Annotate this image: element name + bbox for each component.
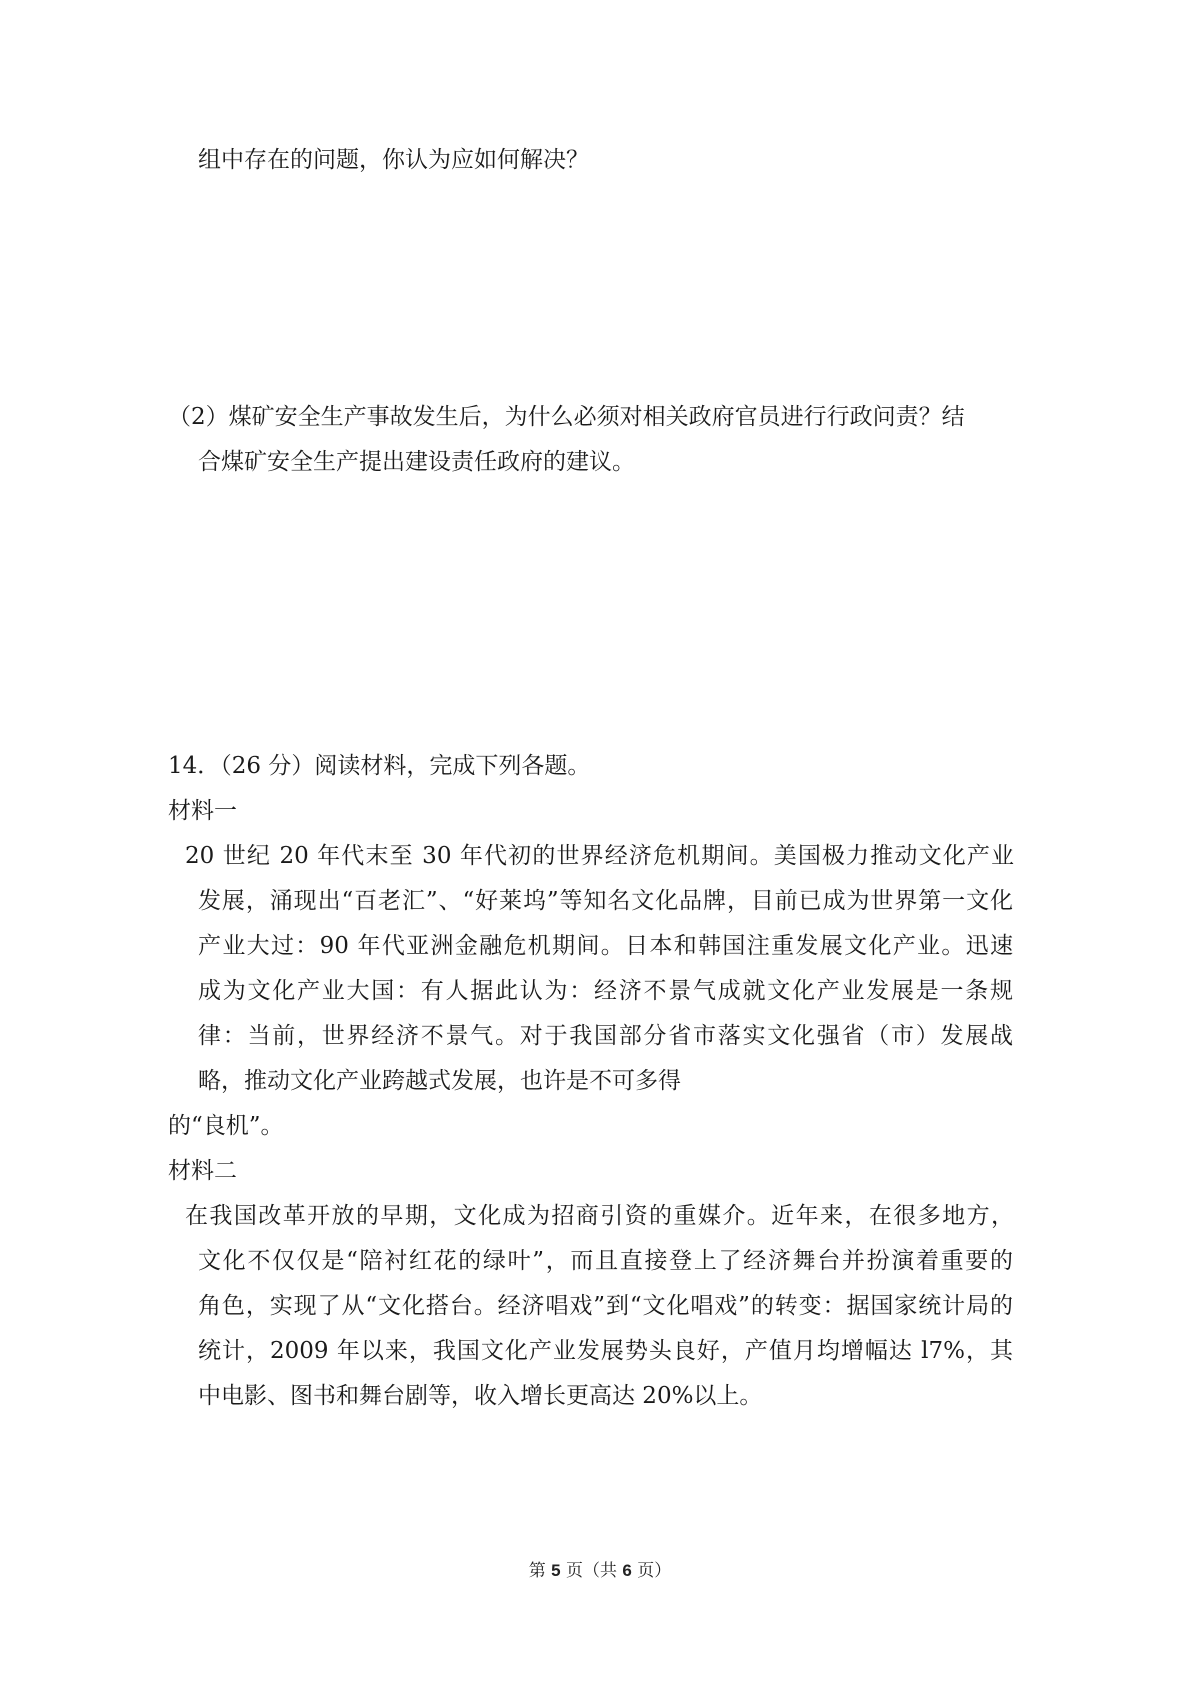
q13-continuation-line: 组中存在的问题，你认为应如何解决？ — [198, 147, 589, 173]
q14-heading: 14．（26 分）阅读材料，完成下列各题。 — [168, 753, 591, 779]
q13-part2-line-1: （2）煤矿安全生产事故发生后，为什么必须对相关政府官员进行行政问责？结 — [168, 404, 965, 430]
material1-line-7: 的“良机”。 — [168, 1113, 284, 1139]
material2-line-5: 中电影、图书和舞台剧等，收入增长更高达 20%以上。 — [198, 1383, 763, 1409]
material2-line-3: 角色，实现了从“文化搭台。经济唱戏”到“文化唱戏”的转变：据国家统计局的 — [198, 1293, 1013, 1319]
q13-part2-line-2: 合煤矿安全生产提出建设责任政府的建议。 — [198, 449, 635, 475]
material1-line-2: 发展，涌现出“百老汇”、“好莱坞”等知名文化品牌，目前已成为世界第一文化 — [198, 888, 1013, 914]
footer-suffix: 页） — [631, 1561, 672, 1581]
footer-total-pages: 6 — [622, 1561, 632, 1580]
material1-line-3: 产业大过：90 年代亚洲金融危机期间。日本和韩国注重发展文化产业。迅速 — [198, 933, 1013, 959]
footer-middle: 页（共 — [560, 1561, 623, 1581]
material2-line-1: 在我国改革开放的早期，文化成为招商引资的重媒介。近年来，在很多地方， — [185, 1203, 1014, 1229]
material1-line-6: 略，推动文化产业跨越式发展，也许是不可多得 — [198, 1068, 681, 1094]
material2-line-2: 文化不仅仅是“陪衬红花的绿叶”，而且直接登上了经济舞台并扮演着重要的 — [198, 1248, 1013, 1274]
material1-line-4: 成为文化产业大国：有人据此认为：经济不景气成就文化产业发展是一条规 — [198, 978, 1013, 1004]
material1-line-1: 20 世纪 20 年代末至 30 年代初的世界经济危机期间。美国极力推动文化产业 — [185, 843, 1014, 869]
footer-prefix: 第 — [528, 1561, 552, 1581]
material1-line-5: 律：当前，世界经济不景气。对于我国部分省市落实文化强省（市）发展战 — [198, 1023, 1013, 1049]
page-footer — [0, 1560, 1200, 1582]
material2-label: 材料二 — [168, 1158, 237, 1184]
material2-line-4: 统计，2009 年以来，我国文化产业发展势头良好，产值月均增幅达 l7%，其 — [198, 1338, 1013, 1364]
material1-label: 材料一 — [168, 798, 237, 824]
footer-page-number: 5 — [551, 1561, 561, 1580]
